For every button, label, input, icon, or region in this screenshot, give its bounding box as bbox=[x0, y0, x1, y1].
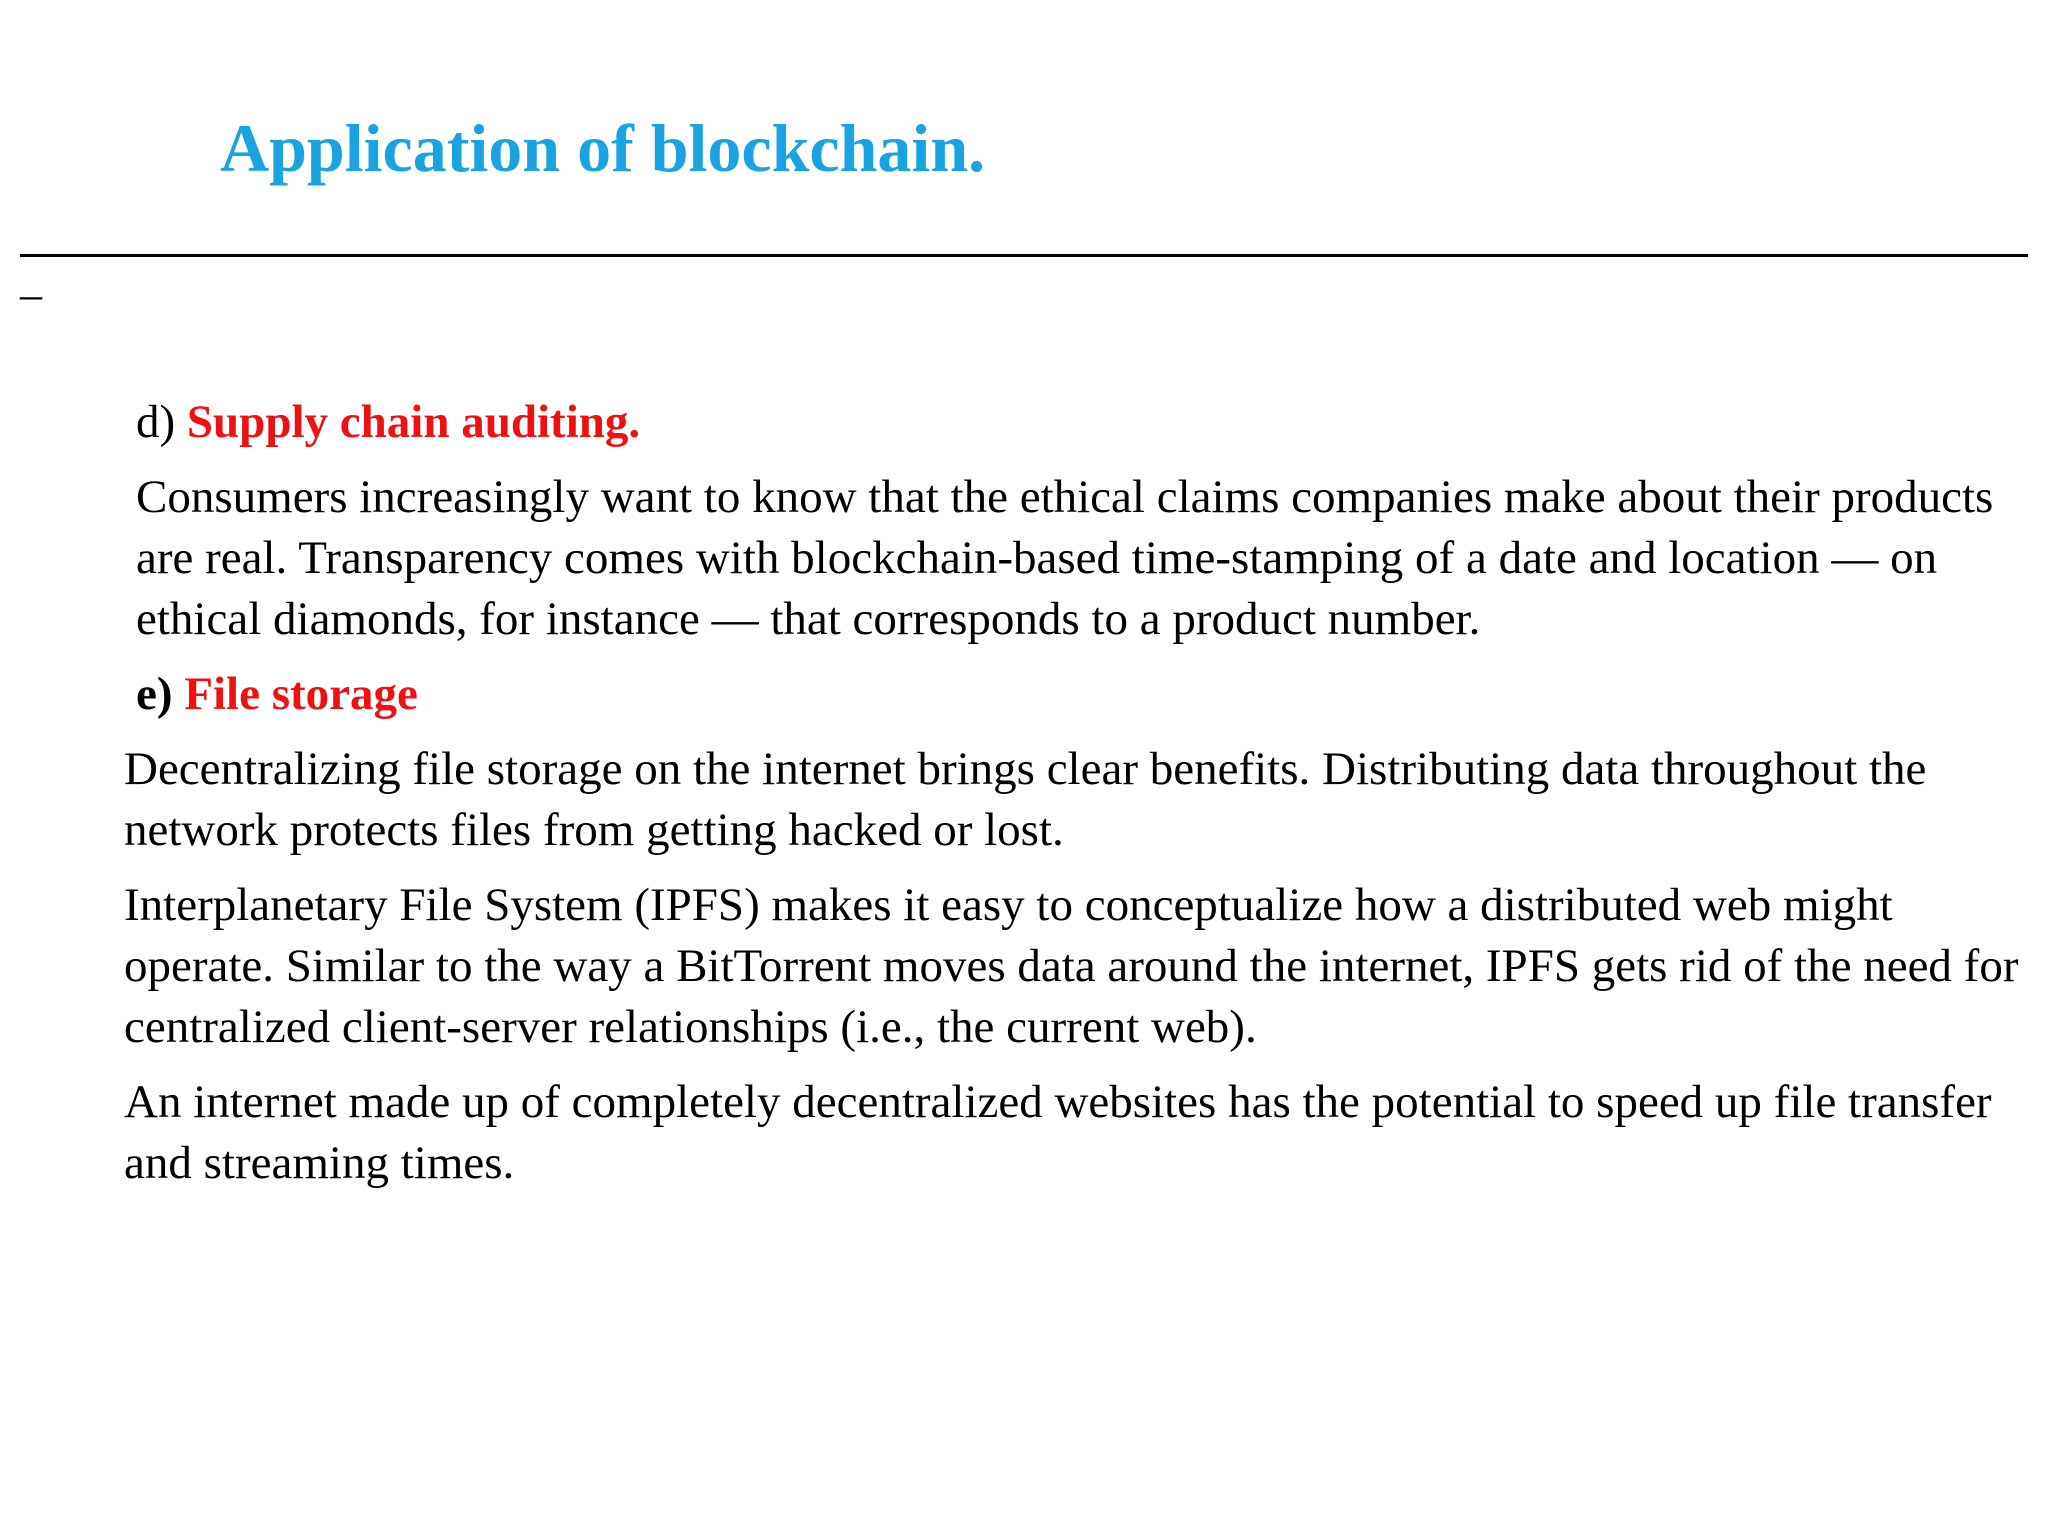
section-e-heading: File storage bbox=[184, 668, 418, 720]
section-d-prefix: d) bbox=[136, 396, 176, 448]
title-divider bbox=[20, 254, 2028, 257]
section-e-paragraph-1: Decentralizing file storage on the internet brings clear benefits. Distributing data throughout the network protects files from getting hacked or lost. bbox=[124, 743, 1927, 856]
slide-title: Application of blockchain. bbox=[220, 110, 986, 186]
section-e-paragraph-3: An internet made up of completely decentralized websites has the potential to speed up file transfer and streaming times. bbox=[124, 1076, 1992, 1189]
section-d-paragraph: Consumers increasingly want to know that the ethical claims companies make about their products are real. Transparency comes with blockchain-based time-stamping of a date and location — on ethical diamonds, for instance — that corresponds to a product number. bbox=[136, 471, 1994, 645]
section-e-heading-line bbox=[124, 664, 2042, 725]
section-e-prefix: e) bbox=[136, 668, 173, 720]
section-d-heading: Supply chain auditing. bbox=[186, 396, 641, 448]
section-d-heading-line bbox=[124, 392, 2042, 453]
section-e-paragraph-2: Interplanetary File System (IPFS) makes it easy to conceptualize how a distributed web might operate. Similar to the way a BitTorrent moves data around the internet, IPFS gets rid of the need for centralized client-server relationships (i.e., the current web). bbox=[124, 879, 2019, 1053]
dash-mark: – bbox=[20, 270, 42, 319]
slide-content bbox=[124, 392, 2042, 1208]
